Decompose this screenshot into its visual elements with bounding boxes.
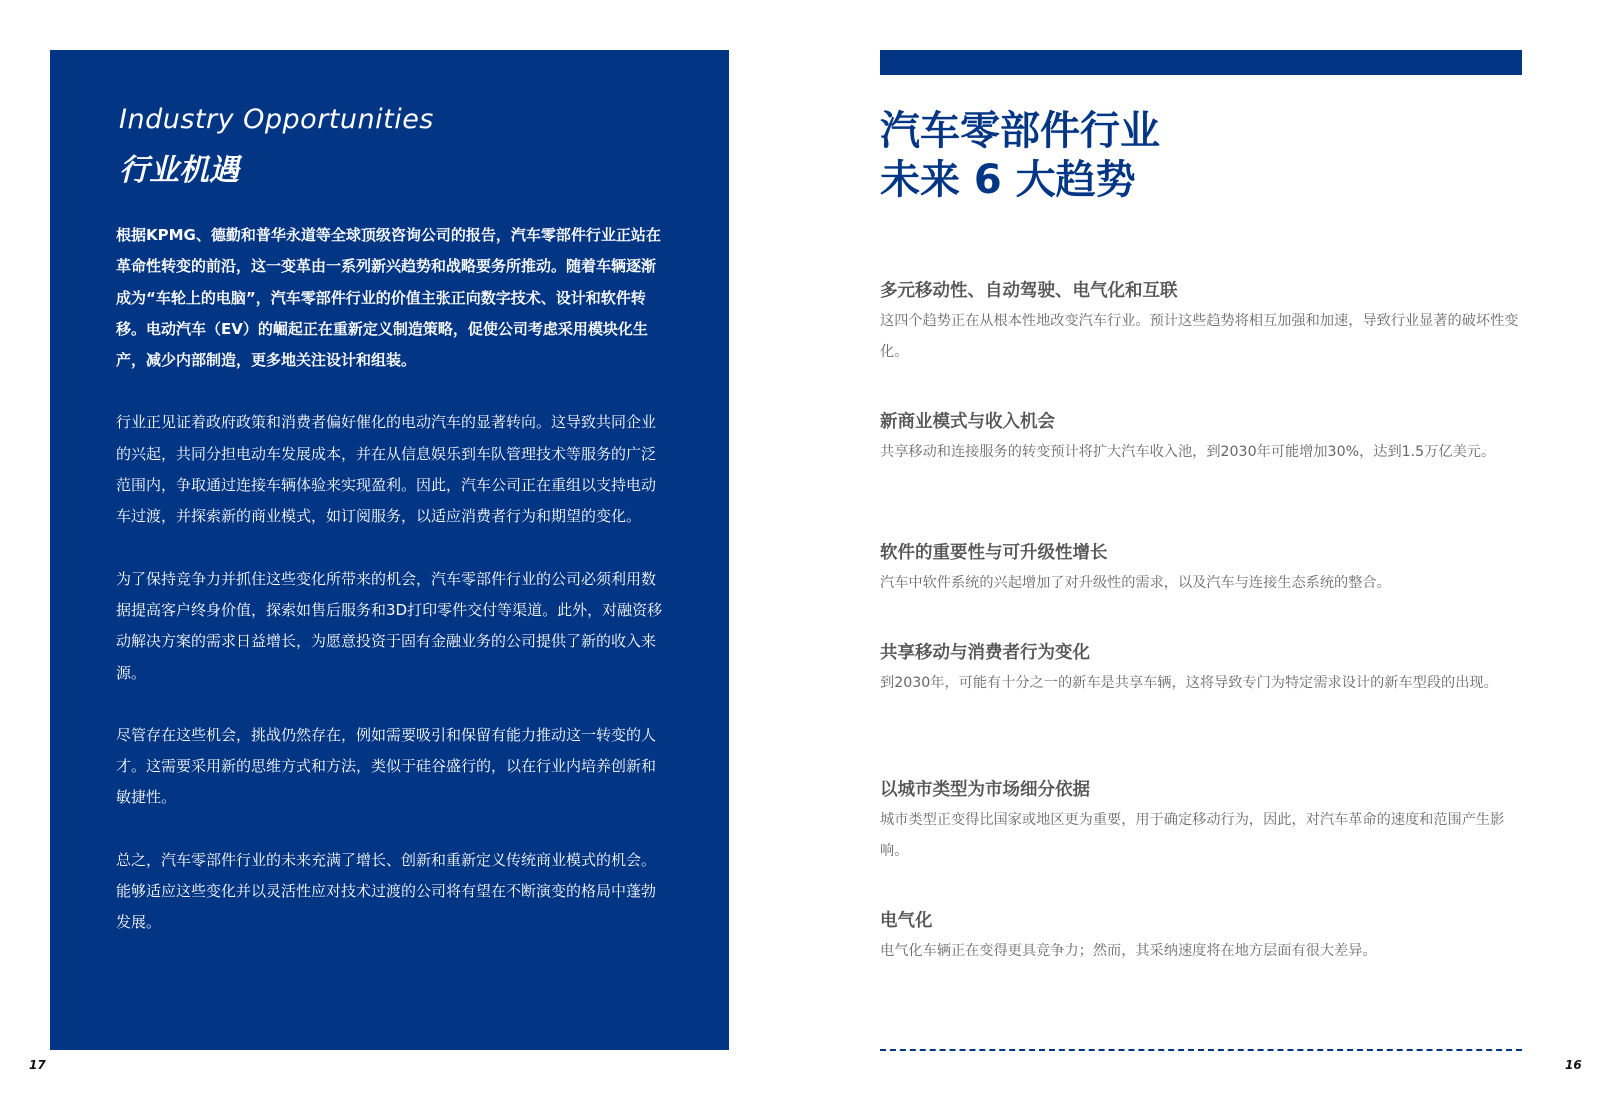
page-title-line-2: 未来 6 大趋势 xyxy=(880,157,1136,203)
section-title-english: Industry Opportunities xyxy=(119,104,434,135)
header-accent-bar xyxy=(880,50,1522,75)
trend-item xyxy=(880,638,1522,699)
page-title-line-1: 汽车零部件行业 xyxy=(880,108,1160,154)
page-title xyxy=(880,107,1160,205)
trend-title: 共享移动与消费者行为变化 xyxy=(880,643,1090,663)
trend-title: 以城市类型为市场细分依据 xyxy=(880,780,1090,800)
paragraph-3: 为了保持竞争力并抓住这些变化所带来的机会，汽车零部件行业的公司必须利用数据提高客户终身价值，探索如售后服务和3D打印零件交付等渠道。此外，对融资移动解决方案的需求日益增长，为愿意投资于固有金融业务的公司提供了新的收入来源。 xyxy=(116,569,663,682)
trend-title: 新商业模式与收入机会 xyxy=(880,412,1055,432)
footer-dashed-divider xyxy=(880,1049,1522,1051)
trend-item xyxy=(880,538,1522,599)
opportunities-body xyxy=(116,220,664,970)
trend-description: 汽车中软件系统的兴起增加了对升级性的需求，以及汽车与连接生态系统的整合。 xyxy=(880,575,1391,591)
paragraph-4: 尽管存在这些机会，挑战仍然存在，例如需要吸引和保留有能力推动这一转变的人才。这需要采用新的思维方式和方法，类似于硅谷盛行的，以在行业内培养创新和敏捷性。 xyxy=(116,725,657,807)
paragraph-2: 行业正见证着政府政策和消费者偏好催化的电动汽车的显著转向。这导致共同企业的兴起，共同分担电动车发展成本，并在从信息娱乐到车队管理技术等服务的广泛范围内，争取通过连接车辆体验来实现盈利。因此，汽车公司正在重组以支持电动车过渡，并探索新的商业模式，如订阅服务，以适应消费者行为和期望的变化。 xyxy=(116,413,657,526)
trend-title: 电气化 xyxy=(880,911,933,931)
trend-item xyxy=(880,407,1522,468)
paragraph-5: 总之，汽车零部件行业的未来充满了增长、创新和重新定义传统商业模式的机会。能够适应这些变化并以灵活性应对技术过渡的公司将有望在不断演变的格局中蓬勃发展。 xyxy=(116,850,657,932)
page-number-right: 16 xyxy=(1565,1058,1582,1072)
section-title-chinese: 行业机遇 xyxy=(119,153,239,188)
paragraph-1: 根据KPMG、德勤和普华永道等全球顶级咨询公司的报告，汽车零部件行业正站在革命性转变的前沿，这一变革由一系列新兴趋势和战略要务所推动。随着车辆逐渐成为“车轮上的电脑”，汽车零部件行业的价值主张正向数字技术、设计和软件转移。电动汽车（EV）的崛起正在重新定义制造策略，促使公司考虑采用模块化生产，减少内部制造，更多地关注设计和组装。 xyxy=(116,226,661,370)
trend-description: 到2030年，可能有十分之一的新车是共享车辆，这将导致专门为特定需求设计的新车型段的出现。 xyxy=(880,675,1498,691)
trend-description: 城市类型正变得比国家或地区更为重要，用于确定移动行为，因此，对汽车革命的速度和范围产生影响。 xyxy=(880,812,1505,859)
trend-item xyxy=(880,775,1522,867)
trend-title: 多元移动性、自动驾驶、电气化和互联 xyxy=(880,281,1178,301)
page-number-left: 17 xyxy=(29,1058,46,1072)
trend-title: 软件的重要性与可升级性增长 xyxy=(880,543,1108,563)
trend-description: 共享移动和连接服务的转变预计将扩大汽车收入池，到2030年可能增加30%，达到1.5万亿美元。 xyxy=(880,444,1496,460)
trend-description: 这四个趋势正在从根本性地改变汽车行业。预计这些趋势将相互加强和加速，导致行业显著的破坏性变化。 xyxy=(880,313,1519,360)
trend-item xyxy=(880,276,1522,368)
trend-description: 电气化车辆正在变得更具竞争力；然而，其采纳速度将在地方层面有很大差异。 xyxy=(880,943,1377,959)
trend-item xyxy=(880,906,1522,967)
